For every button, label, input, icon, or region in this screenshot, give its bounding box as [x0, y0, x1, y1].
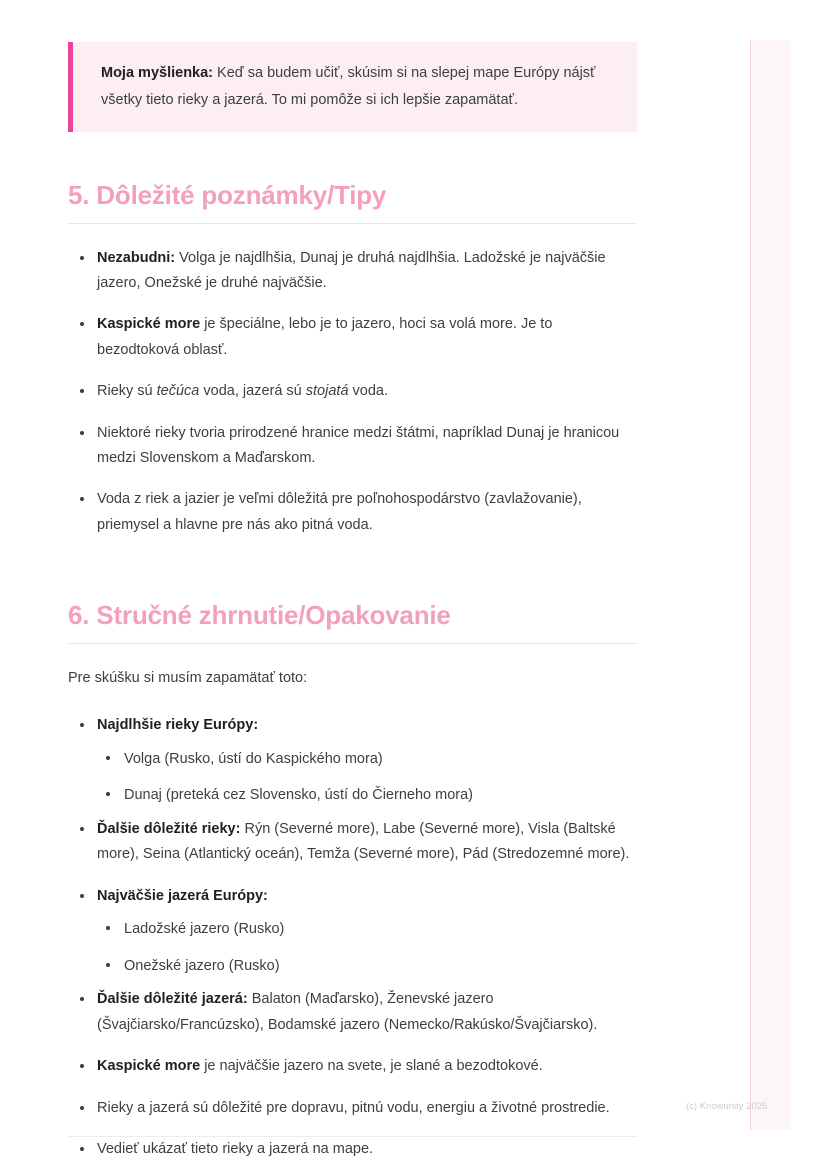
- list-item-text: voda.: [348, 383, 389, 400]
- summary-intro: Pre skúšku si musím zapamätať toto:: [68, 670, 308, 686]
- list-item-text: Rýn (Severné more), Labe (Severné more), Visla (Baltské more), Seina (Atlantický oceán), Temža (Severné more), Pád (Stredozemné more).: [97, 821, 630, 863]
- sub-list: [97, 917, 637, 978]
- callout-paragraph: [101, 60, 615, 114]
- my-thought-callout: [68, 42, 637, 132]
- list-item-text: je najväčšie jazero na svete, je slané a bezodtokové.: [200, 1058, 543, 1075]
- list-item: [68, 487, 637, 538]
- sub-list: [97, 747, 637, 808]
- sub-list-item: Onežské jazero (Rusko): [97, 954, 637, 979]
- right-margin-wash: [751, 40, 791, 1130]
- callout-lead: Moja myšlienka:: [101, 65, 214, 81]
- list-item: [68, 1137, 637, 1162]
- list-item: [68, 817, 637, 868]
- list-item-lead: Najväčšie jazerá Európy:: [97, 887, 268, 904]
- right-margin-rule: [750, 40, 751, 1130]
- list-item-lead: Nezabudni:: [97, 249, 176, 266]
- list-item-text: Volga je najdlhšia, Dunaj je druhá najdlhšia. Ladožské je najväčšie jazero, Onežské je druhé najväčšie.: [97, 249, 606, 291]
- page-bottom-divider: [68, 1136, 637, 1137]
- list-item: [68, 246, 637, 297]
- section-heading-5: 5. Dôležité poznámky/Tipy: [68, 180, 637, 224]
- list-item-text: Vedieť ukázať tieto rieky a jazerá na mape.: [97, 1140, 374, 1157]
- notes-tips-list: [68, 246, 637, 538]
- list-item: [68, 312, 637, 363]
- list-item-lead: Najdlhšie rieky Európy:: [97, 717, 259, 734]
- list-item-lead: Ďalšie dôležité rieky:: [97, 821, 241, 838]
- list-item-text: Balaton (Maďarsko), Ženevské jazero (Švajčiarsko/Francúzsko), Bodamské jazero (Nemecko/Rakúsko/Švajčiarsko).: [97, 991, 598, 1033]
- document-content: [68, 0, 637, 1162]
- sub-list-item: Volga (Rusko, ústí do Kaspického mora): [97, 747, 637, 772]
- list-item-emphasis: tečúca: [156, 383, 200, 400]
- list-item-text: voda, jazerá sú: [199, 383, 306, 400]
- list-item: [68, 1096, 637, 1121]
- summary-list: [68, 713, 637, 1162]
- callout-text: Keď sa budem učiť, skúsim si na slepej mape Európy nájsť všetky tieto rieky a jazerá. To mi pomôže si ich lepšie zapamätať.: [101, 65, 596, 108]
- list-item-text: Niektoré rieky tvoria prirodzené hranice medzi štátmi, napríklad Dunaj je hranicou medzi Slovenskom a Maďarskom.: [97, 424, 620, 466]
- list-item-text: Voda z riek a jazier je veľmi dôležitá pre poľnohospodárstvo (zavlažovanie), priemysel a hlavne pre nás ako pitná voda.: [97, 491, 582, 533]
- copyright-credit: (c) Knowunity 2025: [686, 1101, 768, 1112]
- list-item: [68, 379, 637, 404]
- section-heading-6: 6. Stručné zhrnutie/Opakovanie: [68, 600, 637, 644]
- list-item-lead: Ďalšie dôležité jazerá:: [97, 991, 248, 1008]
- list-item-emphasis: stojatá: [305, 383, 349, 400]
- list-item: [68, 421, 637, 472]
- list-item: [68, 1054, 637, 1079]
- sub-list-item: Dunaj (preteká cez Slovensko, ústí do Čierneho mora): [97, 783, 637, 808]
- list-item: [68, 884, 637, 979]
- list-item-text: Rieky sú: [97, 383, 157, 400]
- list-item: [68, 987, 637, 1038]
- sub-list-item: Ladožské jazero (Rusko): [97, 917, 637, 942]
- list-item-text: Rieky a jazerá sú dôležité pre dopravu, pitnú vodu, energiu a životné prostredie.: [97, 1099, 610, 1116]
- list-item-lead: Kaspické more: [97, 1058, 201, 1075]
- list-item: [68, 713, 637, 808]
- list-item-text: je špeciálne, lebo je to jazero, hoci sa volá more. Je to bezodtoková oblasť.: [97, 316, 553, 358]
- list-item-lead: Kaspické more: [97, 316, 201, 333]
